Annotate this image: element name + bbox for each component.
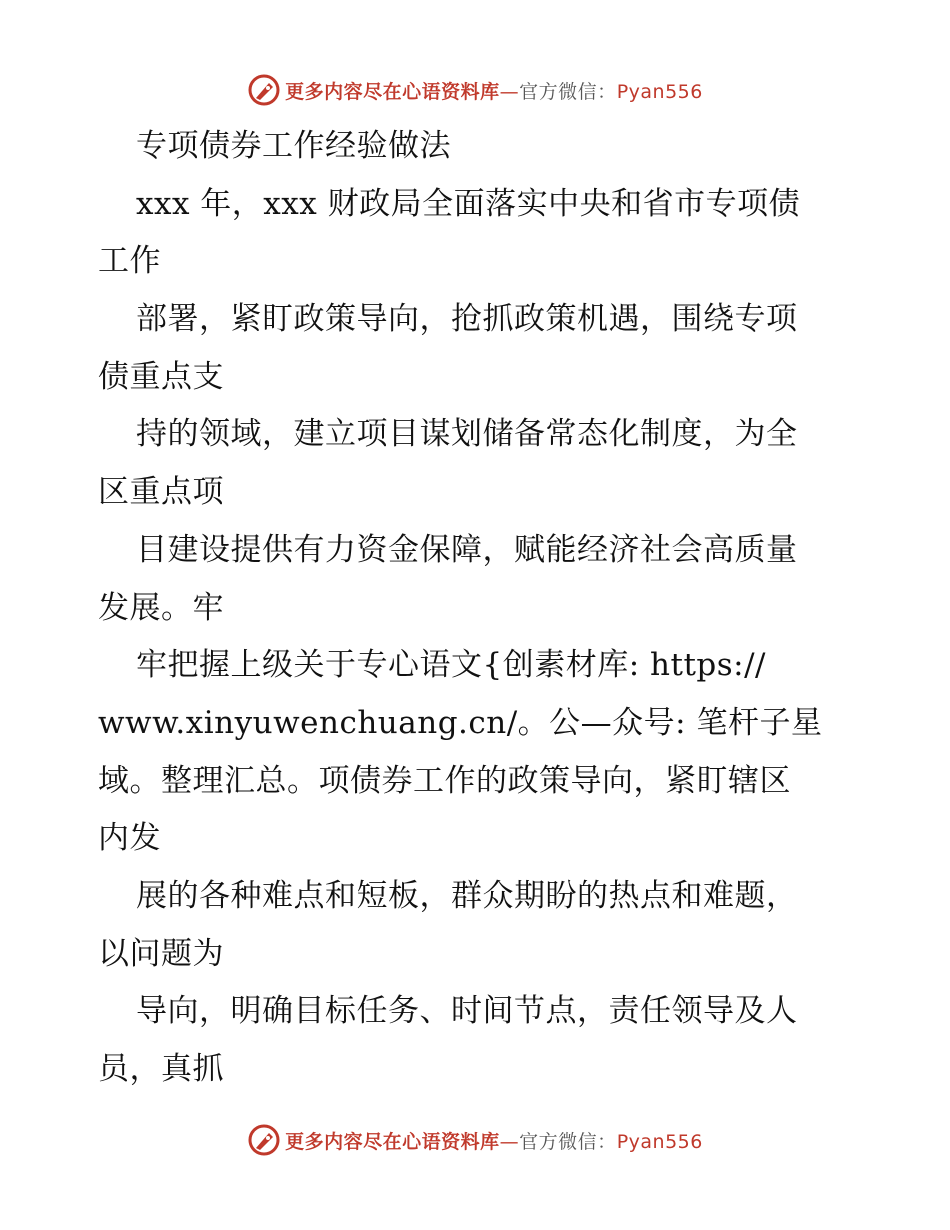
header-banner-label: 官方微信： [519,80,617,103]
text-line: 目建设提供有力资金保障，赋能经济社会高质量 [136,531,798,568]
footer-banner [0,1120,950,1160]
text-line: www.xinyuwenchuang.cn/。公—众号: 笔杆子星 [98,704,823,741]
text-line: 域。整理汇总。项债券工作的政策导向，紧盯辖区 [98,762,791,799]
text-line: 工作 [98,243,161,280]
text-line: 展的各种难点和短板，群众期盼的热点和难题， [136,877,798,914]
footer-banner-main: 更多内容尽在心语资料库 [285,1130,500,1153]
footer-banner-text [285,1127,703,1154]
text-line: 发展。牢 [98,589,224,626]
text-line: 持的领域，建立项目谋划储备常态化制度，为全 [136,416,798,453]
text-line: xxx 年，xxx 财政局全面落实中央和省市专项债 [136,185,801,222]
text-line: 部署，紧盯政策导向，抢抓政策机遇，围绕专项 [136,301,798,338]
text-line: 内发 [98,820,161,857]
text-line: 以问题为 [98,935,224,972]
text-line: 员，真抓 [98,1051,224,1087]
document-body [98,118,898,1099]
pen-nib-circle-icon [247,1123,281,1157]
header-banner [0,70,950,110]
text-line: 区重点项 [98,474,224,511]
text-line: 导向，明确目标任务、时间节点，责任领导及人 [136,993,798,1030]
text-line: 牢把握上级关于专心语文{创素材库: https:// [136,647,766,684]
footer-banner-label: 官方微信： [519,1130,617,1153]
header-banner-dash: — [499,80,520,103]
header-banner-wechat-id: Pyan556 [616,80,703,103]
header-banner-main: 更多内容尽在心语资料库 [285,80,500,103]
header-banner-text [285,77,703,104]
text-line: 债重点支 [98,358,224,395]
footer-banner-wechat-id: Pyan556 [616,1130,703,1153]
footer-banner-dash: — [499,1130,520,1153]
text-line: 专项债券工作经验做法 [136,128,451,164]
pen-nib-circle-icon [247,73,281,107]
